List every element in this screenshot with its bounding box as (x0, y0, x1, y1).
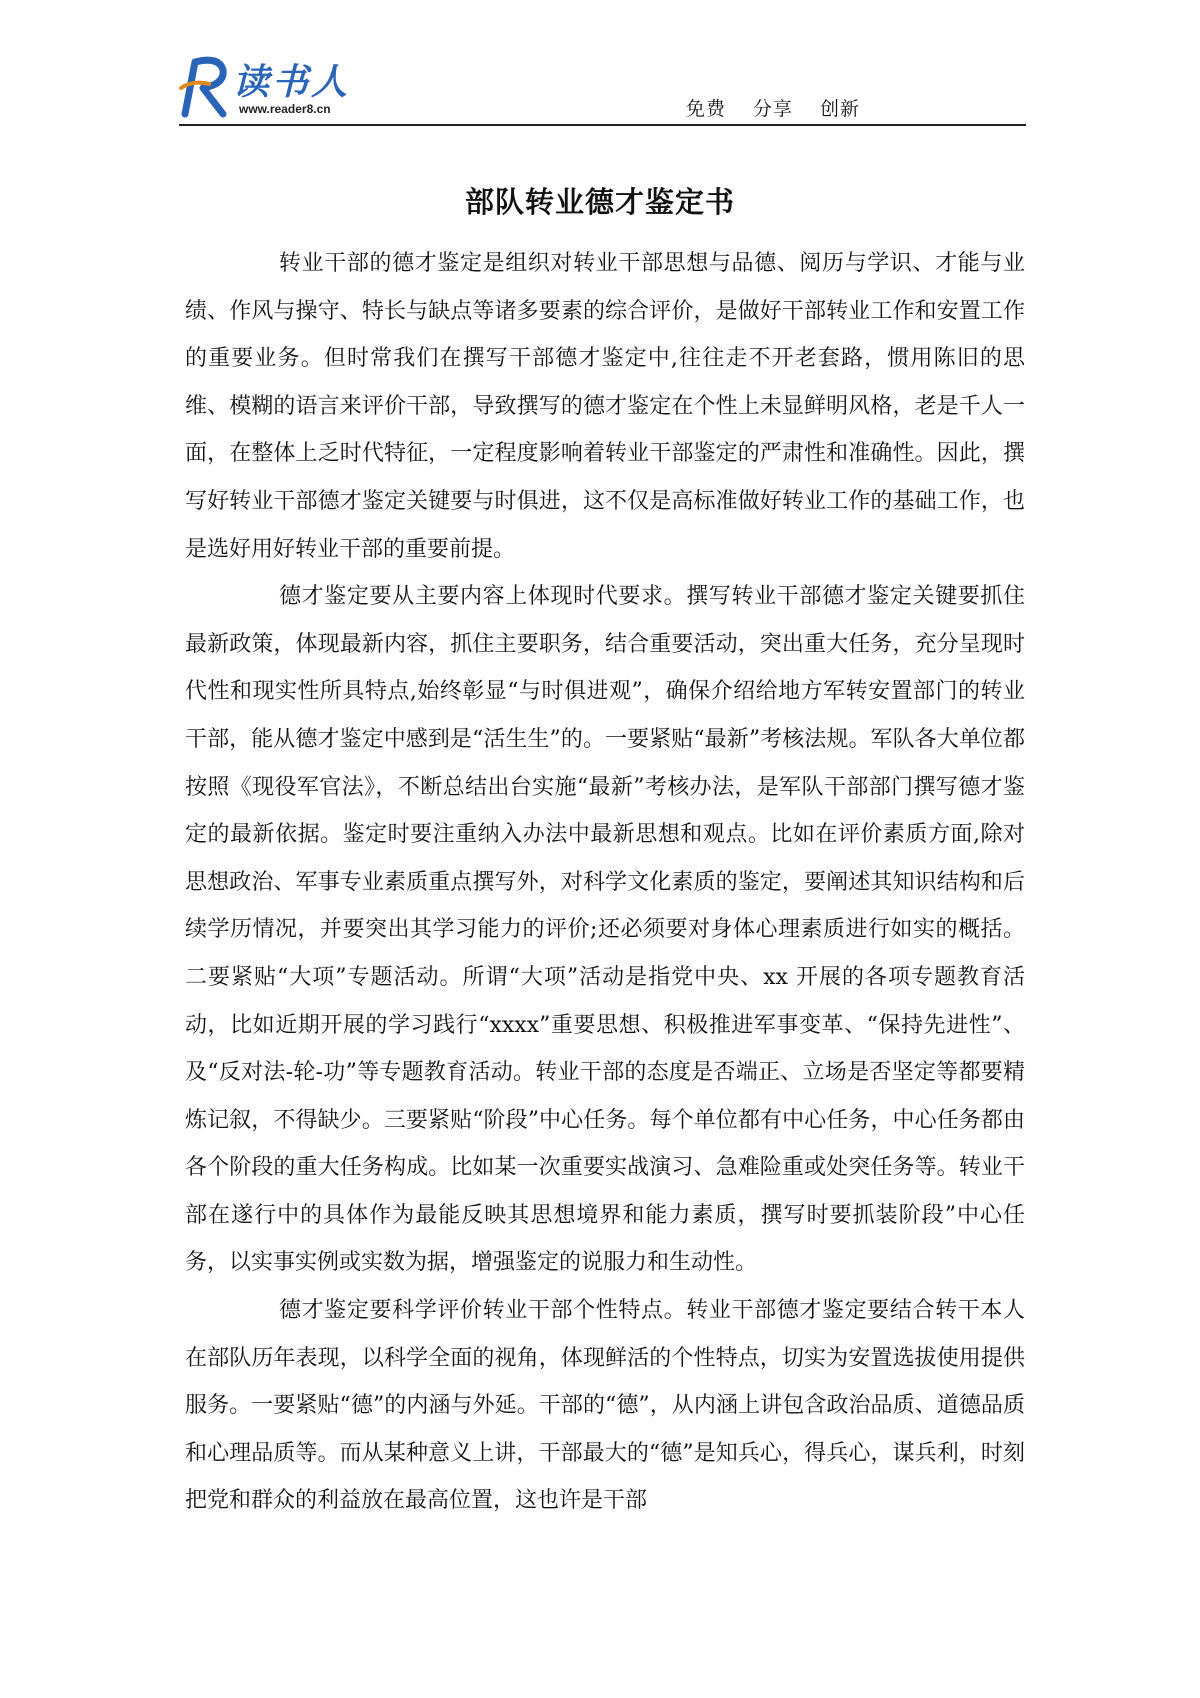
reader-r-icon (179, 54, 239, 120)
header-tagline (686, 94, 860, 121)
tagline-free: 免费 (685, 98, 726, 120)
page-header (179, 52, 1026, 126)
document-title: 部队转业德才鉴定书 (464, 185, 735, 219)
tagline-innovate: 创新 (819, 98, 860, 120)
paragraph-2: 德才鉴定要从主要内容上体现时代要求。撰写转业干部德才鉴定关键要抓住最新政策，体现最新内容，抓住主要职务，结合重要活动，突出重大任务，充分呈现时代性和现实性所具特点,始终彰显“与时俱进观”，确保介绍给地方军转安置部门的转业干部，能从德才鉴定中感到是“活生生”的。一要紧贴“最新”考核法规。军队各大单位都按照《现役军官法》，不断总结出台实施“最新”考核办法，是军队干部部门撰写德才鉴定的最新依据。鉴定时要注重纳入办法中最新思想和观点。比如在评价素质方面,除对思想政治、军事专业素质重点撰写外，对科学文化素质的鉴定，要阐述其知识结构和后续学历情况，并要突出其学习能力的评价;还必须要对身体心理素质进行如实的概括。二要紧贴“大项”专题活动。所谓“大项”活动是指党中央、xx 开展的各项专题教育活动，比如近期开展的学习践行“xxxx”重要思想、积极推进军事变革、“保持先进性”、及“反对法-轮-功”等专题教育活动。转业干部的态度是否端正、立场是否坚定等都要精炼记叙，不得缺少。三要紧贴“阶段”中心任务。每个单位都有中心任务，中心任务都由各个阶段的重大任务构成。比如某一次重要实战演习、急难险重或处突任务等。转业干部在遂行中的具体作为最能反映其思想境界和能力素质，撰写时要抓装阶段”中心任务，以实事实例或实数为据，增强鉴定的说服力和生动性。 (185, 584, 1025, 1276)
site-logo[interactable] (179, 54, 379, 120)
paragraph-3: 德才鉴定要科学评价转业干部个性特点。转业干部德才鉴定要结合转干本人在部队历年表现，以科学全面的视角，体现鲜活的个性特点，切实为安置选拔使用提供服务。一要紧贴“德”的内涵与外延。干部的“德”，从内涵上讲包含政治品质、道德品质和心理品质等。而从某种意义上讲，干部最大的“德”是知兵心，得兵心，谋兵利，时刻把党和群众的利益放在最高位置，这也许是干部 (185, 1298, 1025, 1514)
tagline-share: 分享 (752, 98, 793, 120)
logo-text: 读书人 (233, 61, 351, 103)
logo-url: www.reader8.cn (239, 102, 331, 116)
paragraph-1: 转业干部的德才鉴定是组织对转业干部思想与品德、阅历与学识、才能与业绩、作风与操守、特长与缺点等诸多要素的综合评价，是做好干部转业工作和安置工作的重要业务。但时常我们在撰写干部德才鉴定中,往往走不开老套路，惯用陈旧的思维、模糊的语言来评价干部，导致撰写的德才鉴定在个性上未显鲜明风格，老是千人一面，在整体上乏时代特征，一定程度影响着转业干部鉴定的严肃性和准确性。因此，撰写好转业干部德才鉴定关键要与时俱进，这不仅是高标准做好转业工作的基础工作，也是选好用好转业干部的重要前提。 (185, 251, 1025, 562)
document-body (185, 240, 1025, 1525)
